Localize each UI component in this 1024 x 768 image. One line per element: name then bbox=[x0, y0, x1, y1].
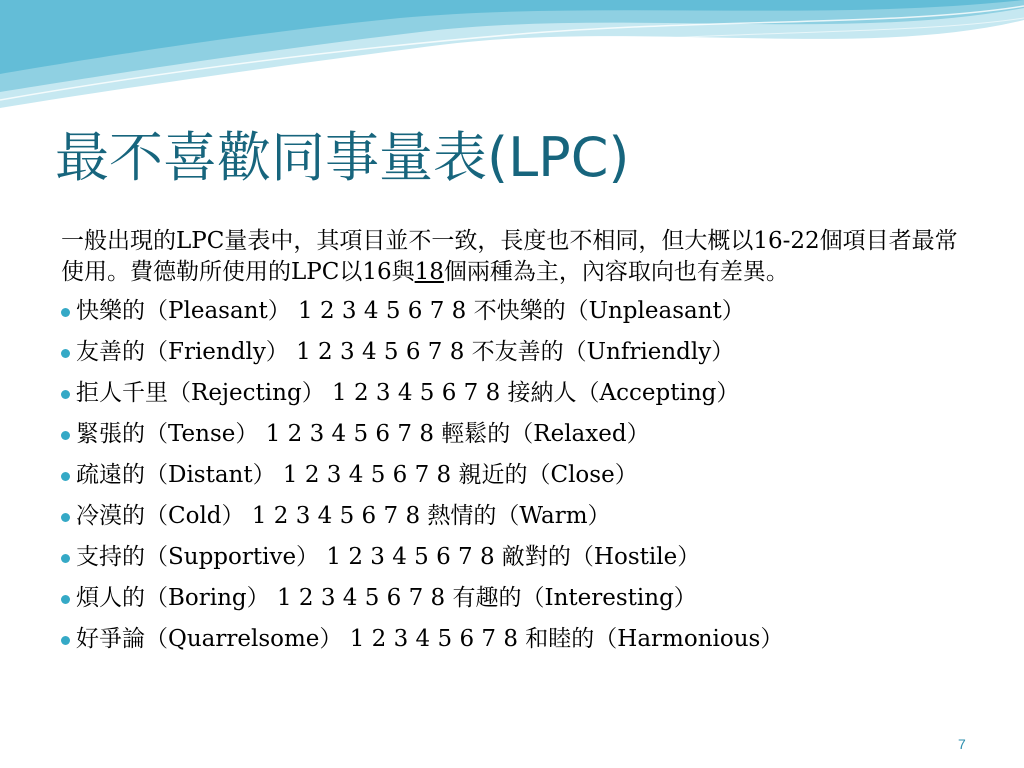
list-item-text: 緊張的（Tense） 1 2 3 4 5 6 7 8 輕鬆的（Relaxed） bbox=[76, 421, 650, 447]
bullet-dot-icon bbox=[61, 308, 70, 317]
bullet-dot-icon bbox=[61, 472, 70, 481]
list-item-text: 拒人千里（Rejecting） 1 2 3 4 5 6 7 8 接納人（Accepting） bbox=[76, 380, 740, 406]
list-item-text: 煩人的（Boring） 1 2 3 4 5 6 7 8 有趣的（Interesting） bbox=[76, 585, 697, 611]
intro-text-part2: 個兩種為主，內容取向也有差異。 bbox=[443, 259, 789, 285]
bullet-dot-icon bbox=[61, 636, 70, 645]
list-item bbox=[61, 578, 971, 619]
list-item-text: 友善的（Friendly） 1 2 3 4 5 6 7 8 不友善的（Unfriendly） bbox=[76, 339, 735, 365]
header-wave-decoration bbox=[0, 0, 1024, 120]
slide-body bbox=[61, 226, 971, 660]
intro-text-part1: 一般出現的LPC量表中，其項目並不一致，長度也不相同，但大概以16-22個項目者最常使用。費德勒所使用的LPC以16與 bbox=[61, 228, 958, 285]
lpc-item-list bbox=[61, 291, 971, 660]
bullet-dot-icon bbox=[61, 390, 70, 399]
bullet-dot-icon bbox=[61, 595, 70, 604]
list-item bbox=[61, 414, 971, 455]
list-item bbox=[61, 332, 971, 373]
bullet-dot-icon bbox=[61, 349, 70, 358]
intro-paragraph bbox=[61, 226, 971, 288]
list-item bbox=[61, 496, 971, 537]
slide-title: 最不喜歡同事量表(LPC) bbox=[55, 126, 630, 189]
list-item bbox=[61, 619, 971, 660]
bullet-dot-icon bbox=[61, 513, 70, 522]
bullet-dot-icon bbox=[61, 554, 70, 563]
page-number: 7 bbox=[958, 736, 966, 752]
list-item bbox=[61, 373, 971, 414]
list-item-text: 疏遠的（Distant） 1 2 3 4 5 6 7 8 親近的（Close） bbox=[76, 462, 638, 488]
list-item-text: 好爭論（Quarrelsome） 1 2 3 4 5 6 7 8 和睦的（Harmonious） bbox=[76, 626, 784, 652]
bullet-dot-icon bbox=[61, 431, 70, 440]
list-item bbox=[61, 537, 971, 578]
list-item bbox=[61, 291, 971, 332]
list-item-text: 快樂的（Pleasant） 1 2 3 4 5 6 7 8 不快樂的（Unpleasant） bbox=[76, 298, 745, 324]
list-item-text: 冷漠的（Cold） 1 2 3 4 5 6 7 8 熱情的（Warm） bbox=[76, 503, 611, 529]
list-item bbox=[61, 455, 971, 496]
list-item-text: 支持的（Supportive） 1 2 3 4 5 6 7 8 敵對的（Hostile） bbox=[76, 544, 701, 570]
intro-underlined-number: 18 bbox=[414, 259, 444, 285]
